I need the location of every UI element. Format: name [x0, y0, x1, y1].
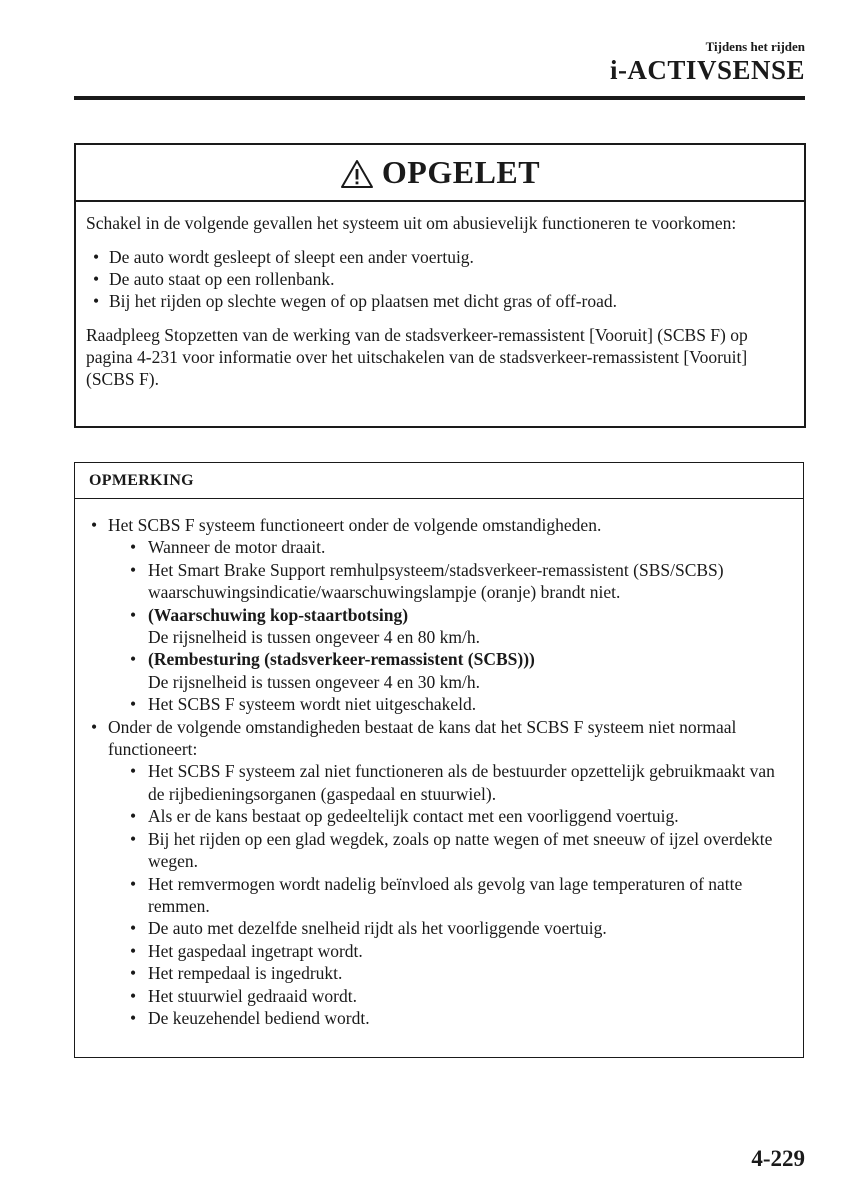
- list-item: • De keuzehendel bediend wordt.: [130, 1007, 370, 1028]
- bullet: •: [130, 604, 137, 625]
- bullet: •: [91, 716, 98, 737]
- list-item: • De auto met dezelfde snelheid rijdt als het voorliggende voertuig.: [130, 918, 607, 939]
- note-box: [74, 462, 804, 1058]
- list-item: • Als er de kans bestaat op gedeeltelijk contact met een voorliggend voertuig.: [130, 806, 679, 827]
- list-item: • De auto wordt gesleept of sleept een ander voertuig.: [93, 247, 474, 267]
- list-item: • Het Smart Brake Support remhulpsysteem/stadsverkeer-remassistent (SBS/SCBS) waarschuwingsindicatie/waarschuwingslampje (oranje) brandt niet.: [130, 559, 724, 603]
- page-number: 4-229: [751, 1146, 805, 1171]
- note-sublist: [108, 536, 783, 715]
- list-item: • (Rembesturing (stadsverkeer-remassistent (SCBS))) De rijsnelheid is tussen ongeveer 4 en 30 km/h.: [130, 649, 535, 692]
- list-item: • Het SCBS F systeem zal niet functioneren als de bestuurder opzettelijk gebruikmaakt van de rijbedieningsorganen (gaspedaal en stuurwiel).: [130, 761, 775, 804]
- list-item: • Het SCBS F systeem functioneert onder de volgende omstandigheden. • Wanneer de motor draait. • Het Smart Brake Support remhulpsysteem/stadsverkeer-remassistent (SBS/SCBS) waarschuwingsindicatie/waarschuwingslampje (oranje) brandt niet. • (Waarschuwing kop-staartbotsing) De rijsnelheid is tussen ongeveer 4 en 80 km/h. • (Rembesturing (stadsverkeer-remassistent (SCBS))) De rijsnelheid is tussen ongeveer 4 en 30 km/h. • Het SCBS F systeem wordt niet uitgeschakeld.: [87, 514, 783, 716]
- note-sublist: [108, 760, 783, 1029]
- list-item: • Bij het rijden op een glad wegdek, zoals op natte wegen of met sneeuw of ijzel overdekte wegen.: [130, 828, 773, 872]
- bullet: •: [130, 828, 137, 849]
- caution-header: [76, 145, 804, 202]
- bullet: •: [130, 940, 137, 961]
- bullet: •: [93, 269, 100, 289]
- bullet: •: [130, 559, 137, 580]
- list-item: • Het gaspedaal ingetrapt wordt.: [130, 940, 363, 961]
- list-item: • Onder de volgende omstandigheden bestaat de kans dat het SCBS F systeem niet normaal functioneert: • Het SCBS F systeem zal niet functioneren als de bestuurder opzettelijk gebruikmaakt van de rijbedieningsorganen (gaspedaal en stuurwiel). • Als er de kans bestaat op gedeeltelijk contact met een voorliggend voertuig. • Bij het rijden op een glad wegdek, zoals op natte wegen of met sneeuw of ijzel overdekte wegen. • Het remvermogen wordt nadelig beïnvloed als gevolg van lage temperaturen of natte remmen. • De auto met dezelfde snelheid rijdt als het voorliggende voertuig. • Het gaspedaal ingetrapt wordt. • Het rempedaal is ingedrukt. • Het stuurwiel gedraaid wordt. • De keuzehendel bediend wordt.: [87, 716, 783, 1030]
- warning-triangle-icon: [340, 159, 374, 189]
- caution-list: [86, 246, 784, 312]
- caution-outro: Raadpleeg Stopzetten van de werking van de stadsverkeer-remassistent [Vooruit] (SCBS F) op pagina 4-231 voor informatie over het uitschakelen van de stadsverkeer-remassistent [Vooruit] (SCBS F).: [86, 325, 748, 389]
- bullet: •: [130, 649, 137, 670]
- caution-body: [76, 202, 804, 390]
- list-item: • (Waarschuwing kop-staartbotsing) De rijsnelheid is tussen ongeveer 4 en 80 km/h.: [130, 604, 480, 648]
- list-item: • Het rempedaal is ingedrukt.: [130, 963, 343, 984]
- bullet: •: [130, 918, 137, 939]
- caution-title: OPGELET: [381, 154, 541, 190]
- bullet: •: [130, 1007, 137, 1028]
- bullet: •: [93, 291, 100, 311]
- bullet: •: [130, 873, 137, 894]
- bullet: •: [130, 694, 137, 715]
- page-header-title: i-ACTIVSENSE: [609, 55, 805, 85]
- bullet: •: [130, 537, 137, 558]
- caution-intro: Schakel in de volgende gevallen het systeem uit om abusievelijk functioneren te voorkomen:: [86, 213, 737, 233]
- bullet: •: [91, 515, 98, 535]
- header-rule: [74, 96, 805, 100]
- list-item: • Het stuurwiel gedraaid wordt.: [130, 985, 357, 1006]
- page-header-section: Tijdens het rijden: [705, 39, 805, 54]
- caution-box: [74, 143, 806, 428]
- list-item: • Het remvermogen wordt nadelig beïnvloed als gevolg van lage temperaturen of natte remmen.: [130, 873, 743, 916]
- bullet: •: [130, 963, 137, 984]
- note-header: OPMERKING: [75, 463, 803, 499]
- list-item: • Bij het rijden op slechte wegen of op plaatsen met dicht gras of off-road.: [93, 291, 617, 311]
- list-item: • De auto staat op een rollenbank.: [93, 269, 335, 289]
- bullet: •: [130, 806, 137, 827]
- list-item: • Het SCBS F systeem wordt niet uitgeschakeld.: [130, 694, 477, 715]
- note-body: [75, 499, 803, 1029]
- note-list: [87, 514, 783, 1029]
- bullet: •: [130, 761, 137, 782]
- bullet: •: [93, 247, 100, 267]
- list-item: • Wanneer de motor draait.: [130, 537, 326, 558]
- bullet: •: [130, 985, 137, 1006]
